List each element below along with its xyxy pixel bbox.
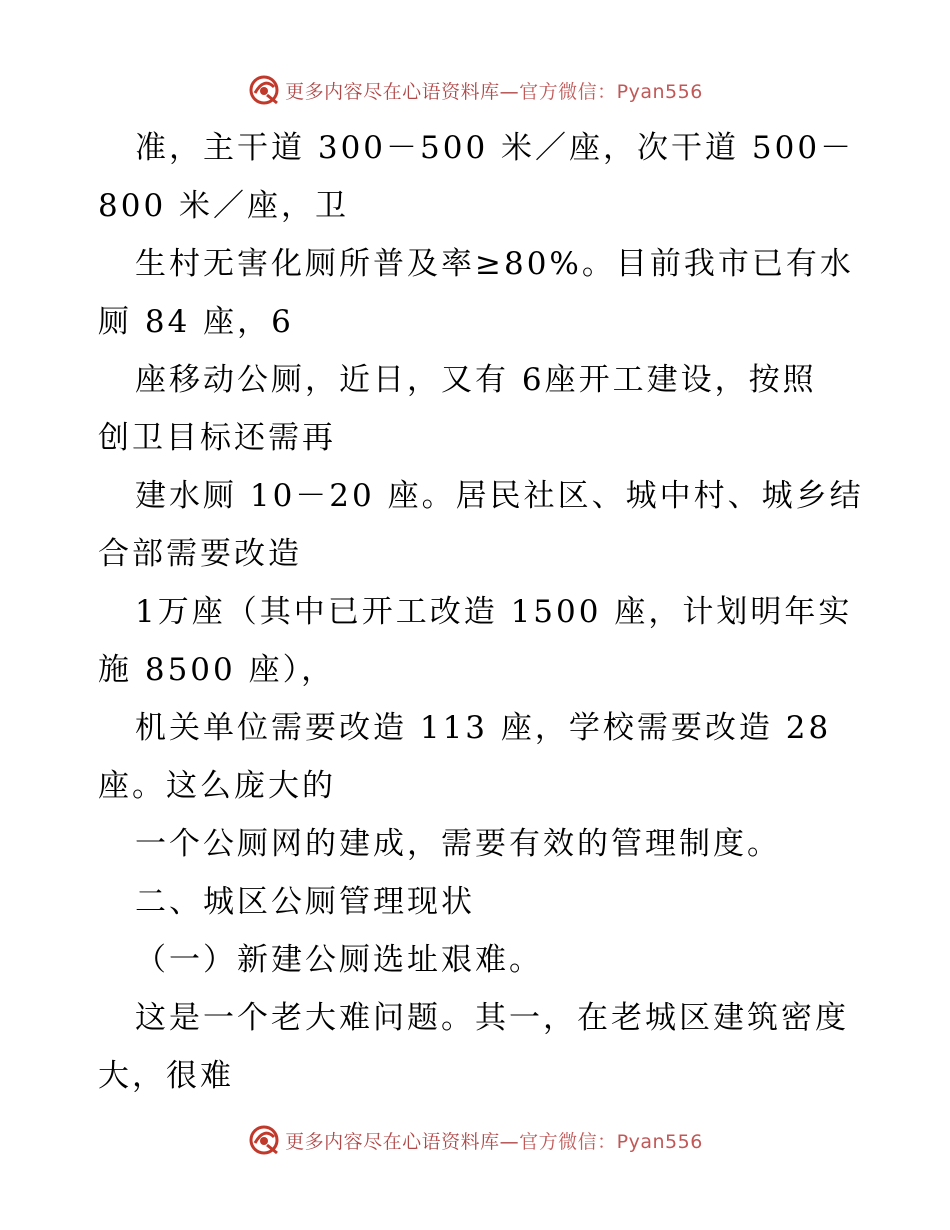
- footer-banner: [0, 1120, 950, 1160]
- text-line: 准，主干道 300－500 米／座，次干道 500－: [135, 130, 855, 166]
- text-line: 1万座（其中已开工改造 1500 座，计划明年实: [135, 594, 853, 630]
- text-line: 这是一个老大难问题。其一，在老城区建筑密度: [135, 1000, 849, 1036]
- footer-site-text: 更多内容尽在心语资料库: [285, 1130, 500, 1153]
- section-heading: 二、城区公厕管理现状: [135, 884, 475, 920]
- brand-logo-icon: [247, 73, 281, 107]
- text-line: 座。这么庞大的: [98, 768, 336, 804]
- text-line: 合部需要改造: [98, 536, 302, 572]
- footer-text: [285, 1127, 703, 1154]
- footer-dash: —: [499, 1130, 520, 1153]
- text-line: 一个公厕网的建成，需要有效的管理制度。: [135, 826, 781, 862]
- text-line: 施 8500 座），: [98, 652, 336, 688]
- footer-wechat-text: 官方微信：Pyan556: [519, 1130, 703, 1153]
- text-line: 生村无害化厕所普及率≥80%。目前我市已有水: [135, 246, 854, 282]
- text-line: 创卫目标还需再: [98, 420, 336, 456]
- header-site-text: 更多内容尽在心语资料库: [285, 80, 500, 103]
- brand-logo-icon: [247, 1123, 281, 1157]
- text-line: 大，很难: [98, 1058, 234, 1094]
- header-text: [285, 77, 703, 104]
- text-line: 机关单位需要改造 113 座，学校需要改造 28: [135, 710, 832, 746]
- header-banner: [0, 70, 950, 110]
- header-wechat-text: 官方微信：Pyan556: [519, 80, 703, 103]
- text-line: 建水厕 10－20 座。居民社区、城中村、城乡结: [135, 478, 864, 514]
- subsection-heading: （一）新建公厕选址艰难。: [135, 942, 543, 978]
- header-dash: —: [499, 80, 520, 103]
- text-line: 800 米／座，卫: [98, 188, 350, 224]
- text-line: 座移动公厕，近日，又有 6座开工建设，按照: [135, 362, 817, 398]
- text-line: 厕 84 座，6: [98, 304, 294, 340]
